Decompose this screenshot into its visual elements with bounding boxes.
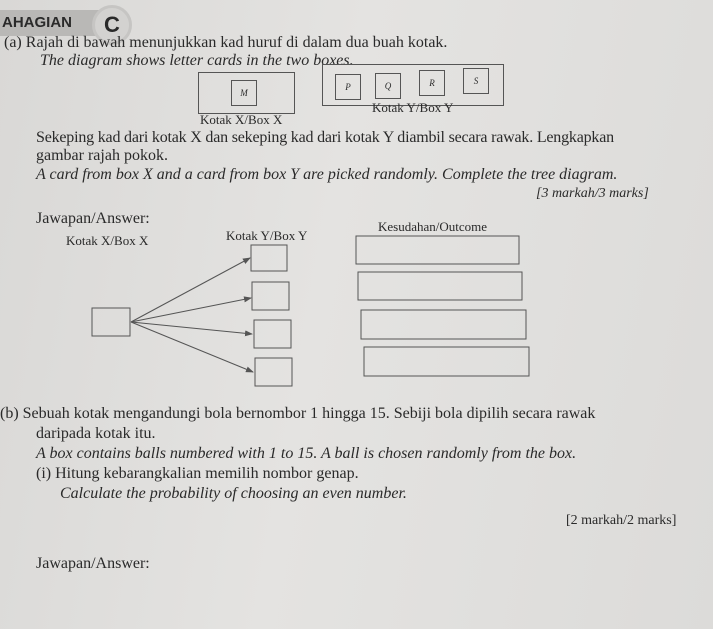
section-letter: C bbox=[92, 5, 132, 45]
outcome-box-4[interactable] bbox=[364, 347, 529, 376]
section-header: AHAGIAN bbox=[0, 10, 112, 36]
box-y-label: Kotak Y/Box Y bbox=[372, 100, 454, 115]
question-b-malay-1: (b) Sebuah kotak mengandungi bola bernombor 1 hingga 15. Sebiji bola dipilih secara rawak bbox=[0, 405, 596, 422]
tree-box-y-label: Kotak Y/Box Y bbox=[226, 228, 308, 243]
box-x-label: Kotak X/Box X bbox=[200, 112, 283, 127]
card-p: P bbox=[335, 74, 361, 100]
question-b-i-english: Calculate the probability of choosing an even number. bbox=[60, 485, 407, 502]
question-b-english: A box contains balls numbered with 1 to 15. A ball is chosen randomly from the box. bbox=[36, 445, 577, 462]
question-a-english: The diagram shows letter cards in the two boxes. bbox=[40, 52, 354, 69]
instruction-english: A card from box X and a card from box Y are picked randomly. Complete the tree diagram. bbox=[36, 166, 618, 183]
outcome-box-1[interactable] bbox=[356, 236, 519, 264]
instruction-malay-2: gambar rajah pokok. bbox=[36, 147, 168, 164]
question-a-label: (a) bbox=[4, 34, 22, 51]
branch-arrow-1 bbox=[131, 258, 250, 322]
instruction-malay-1: Sekeping kad dari kotak X dan sekeping kad dari kotak Y diambil secara rawak. Lengkapkan bbox=[36, 129, 614, 146]
card-q: Q bbox=[375, 73, 401, 99]
answer-box-y-1[interactable] bbox=[251, 245, 287, 271]
question-b-i-malay: (i) Hitung kebarangkalian memilih nombor genap. bbox=[36, 465, 359, 482]
answer-box-x[interactable] bbox=[92, 308, 130, 336]
question-a-malay-text: Rajah di bawah menunjukkan kad huruf di dalam dua buah kotak. bbox=[25, 34, 448, 51]
card-r: R bbox=[419, 70, 445, 96]
outcome-box-2[interactable] bbox=[358, 272, 522, 300]
card-m: M bbox=[231, 80, 257, 106]
branch-arrow-4 bbox=[131, 322, 253, 372]
question-b-malay-2: daripada kotak itu. bbox=[36, 425, 156, 442]
branch-arrow-2 bbox=[131, 298, 251, 322]
answer-box-y-4[interactable] bbox=[255, 358, 292, 386]
answer-box-y-2[interactable] bbox=[252, 282, 289, 310]
card-s: S bbox=[463, 68, 489, 94]
answer-box-y-3[interactable] bbox=[254, 320, 291, 348]
answer-label-a: Jawapan/Answer: bbox=[36, 210, 150, 227]
branch-arrow-3 bbox=[131, 322, 252, 334]
answer-label-b: Jawapan/Answer: bbox=[36, 555, 150, 572]
tree-box-x-label: Kotak X/Box X bbox=[66, 233, 149, 248]
marks-b: [2 markah/2 marks] bbox=[566, 513, 677, 528]
marks-a: [3 markah/3 marks] bbox=[536, 186, 649, 201]
outcome-box-3[interactable] bbox=[361, 310, 526, 339]
outcome-label: Kesudahan/Outcome bbox=[378, 219, 488, 234]
